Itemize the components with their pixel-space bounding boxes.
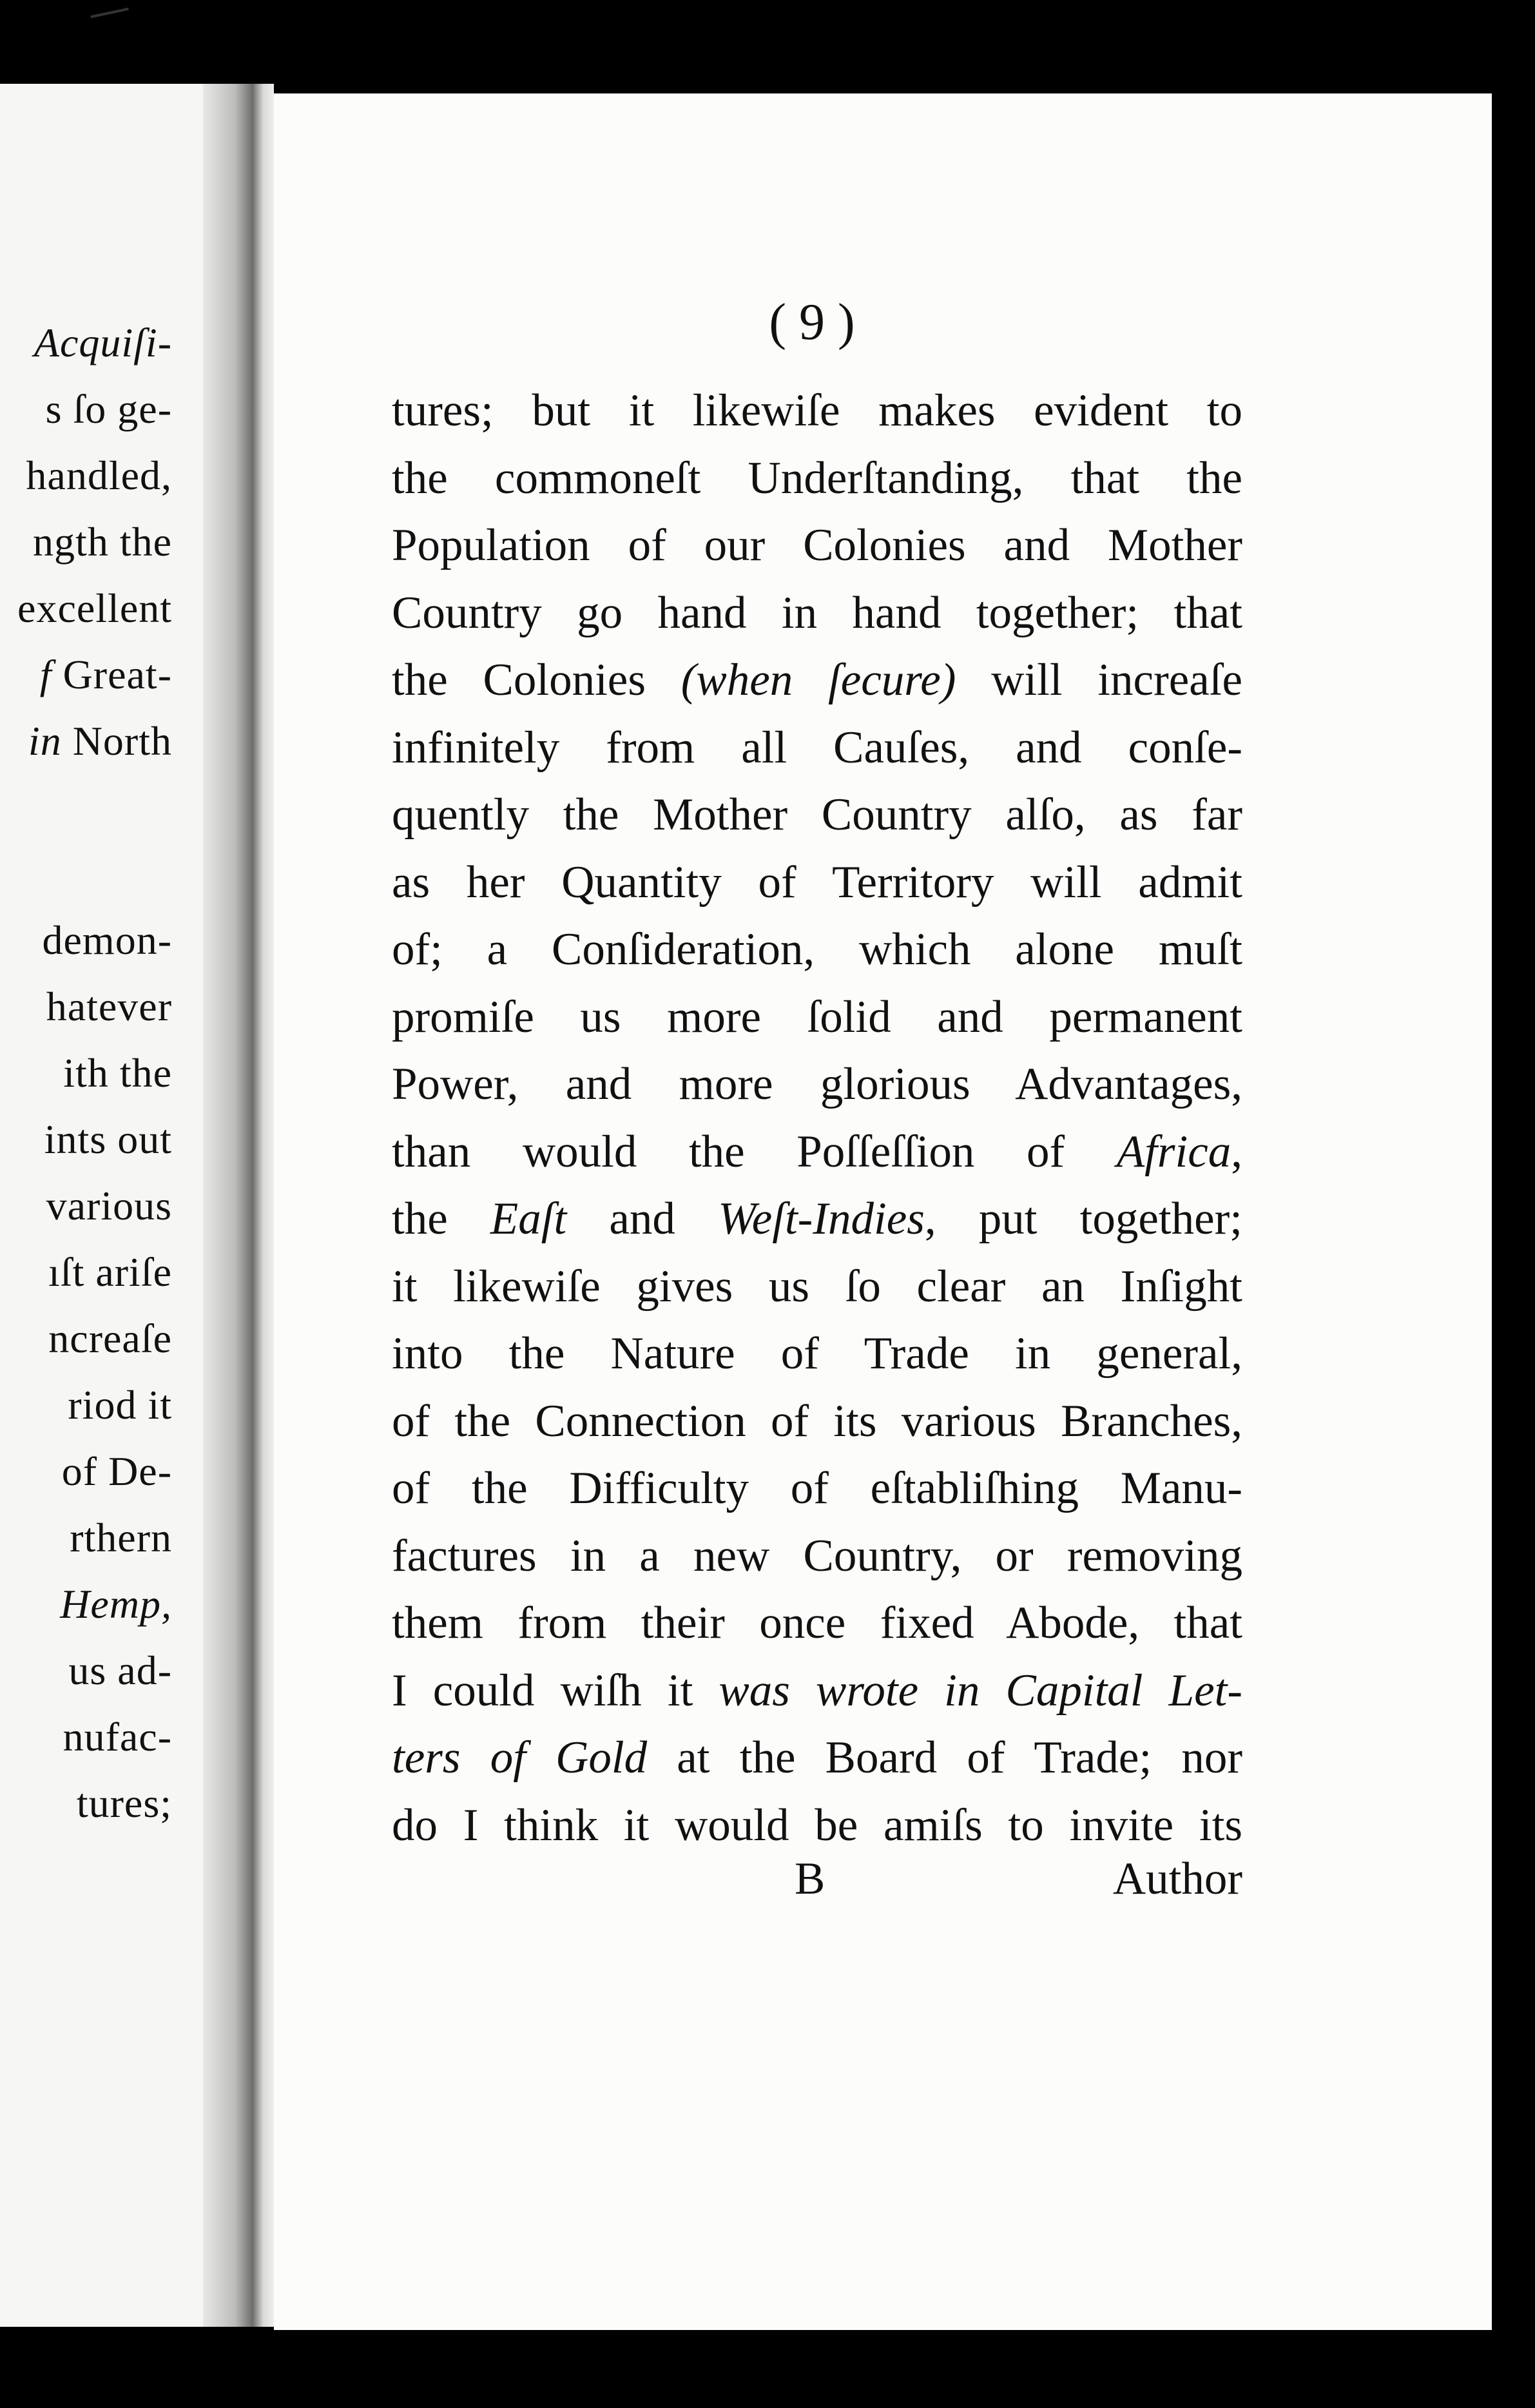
italic-text: ters of Gold — [392, 1733, 648, 1783]
italic-text: Eaſt — [490, 1194, 567, 1244]
left-page-line: handled, — [26, 452, 172, 498]
text-line — [392, 1724, 1242, 1792]
text-line — [392, 445, 1242, 512]
text-line — [392, 1388, 1242, 1455]
text-run: tures; but it likewiſe makes evident to — [392, 385, 1242, 436]
text-line — [392, 1455, 1242, 1522]
text-run: factures in a new Country, or removing — [392, 1530, 1242, 1581]
left-page-line: us ad- — [68, 1647, 172, 1693]
text-line — [392, 646, 1242, 714]
italic-text: (when ſecure) — [681, 655, 956, 705]
text-run: than would the Poſſeſſion of — [392, 1126, 1117, 1177]
text-run: , — [1231, 1126, 1242, 1177]
text-run: them from their once fixed Abode, that — [392, 1598, 1242, 1648]
left-page-line: nufac- — [63, 1714, 172, 1760]
left-page-line: ngth the — [33, 519, 172, 565]
left-page-line: Acquiſi- — [34, 320, 172, 365]
text-run: and — [566, 1194, 719, 1244]
text-line — [392, 579, 1242, 647]
left-page-line: of De- — [61, 1448, 172, 1494]
text-run: of the Difficulty of eſtabliſhing Manu- — [392, 1463, 1242, 1513]
signature-mark: B — [795, 1854, 825, 1904]
text-run: Power, and more glorious Advantages, — [392, 1059, 1242, 1109]
catchword: Author — [1112, 1854, 1242, 1904]
body-text — [392, 377, 1242, 1859]
left-page-line: ıſt ariſe — [48, 1249, 172, 1295]
book-gutter — [203, 84, 274, 2327]
text-line — [392, 1253, 1242, 1321]
text-run: I could wiſh it — [392, 1665, 719, 1716]
text-line — [392, 512, 1242, 579]
text-run: , put together; — [924, 1194, 1242, 1244]
text-run: of; a Conſideration, which alone muſt — [392, 924, 1242, 975]
left-page-line: various — [46, 1183, 172, 1228]
text-run: quently the Mother Country alſo, as far — [392, 790, 1242, 840]
left-page-line: hatever — [46, 984, 172, 1029]
text-line — [392, 916, 1242, 984]
italic-text: Weſt-Indies — [718, 1194, 925, 1244]
page-footer — [392, 1853, 1242, 1918]
text-line — [392, 1051, 1242, 1118]
text-line — [392, 849, 1242, 917]
left-page-line: riod it — [68, 1382, 172, 1428]
left-page-text — [0, 309, 216, 1836]
text-line — [392, 1792, 1242, 1859]
left-page-line: s ſo ge- — [45, 386, 172, 432]
text-line — [392, 377, 1242, 445]
left-page-line: ints out — [44, 1116, 172, 1162]
text-run: into the Nature of Trade in general, — [392, 1328, 1242, 1379]
page-number: ( 9 ) — [769, 294, 855, 351]
text-line — [392, 1522, 1242, 1590]
text-run: Population of our Colonies and Mother — [392, 520, 1242, 570]
text-line — [392, 1118, 1242, 1186]
text-line — [392, 1185, 1242, 1253]
text-run: the Colonies — [392, 655, 681, 705]
left-page-line: in North — [28, 718, 172, 764]
text-run: as her Quantity of Territory will admit — [392, 857, 1242, 908]
text-line — [392, 1657, 1242, 1725]
text-line — [392, 984, 1242, 1051]
text-run: of the Connection of its various Branches, — [392, 1395, 1242, 1446]
text-run: it likewiſe gives us ſo clear an Inſight — [392, 1261, 1242, 1312]
left-page-line: tures; — [76, 1780, 172, 1826]
text-run: infinitely from all Cauſes, and conſe- — [392, 722, 1242, 773]
italic-text: was wrote in Capital Let- — [719, 1665, 1242, 1716]
text-run: promiſe us more ſolid and permanent — [392, 991, 1242, 1042]
left-page-line: ith the — [63, 1050, 172, 1096]
text-run: the — [392, 1194, 490, 1244]
scan-mark — [90, 8, 129, 18]
left-page-line: f Great- — [39, 652, 172, 697]
left-page-line: demon- — [42, 917, 172, 963]
text-run: will increaſe — [956, 655, 1242, 705]
left-facing-page — [0, 84, 216, 2327]
text-run: Country go hand in hand together; that — [392, 587, 1242, 638]
text-line — [392, 1589, 1242, 1657]
text-run: do I think it would be amiſs to invite its — [392, 1800, 1242, 1850]
text-line — [392, 714, 1242, 782]
italic-text: Africa — [1116, 1126, 1231, 1177]
left-page-line: ncreaſe — [48, 1316, 172, 1361]
left-page-line — [0, 774, 216, 907]
text-run: at the Board of Trade; nor — [647, 1733, 1242, 1783]
text-run: the commoneſt Underſtanding, that the — [392, 452, 1242, 503]
text-line — [392, 781, 1242, 849]
text-line — [392, 1320, 1242, 1388]
left-page-line: excellent — [17, 585, 172, 631]
left-page-line: rthern — [70, 1515, 172, 1560]
left-page-line: Hemp, — [60, 1581, 172, 1627]
